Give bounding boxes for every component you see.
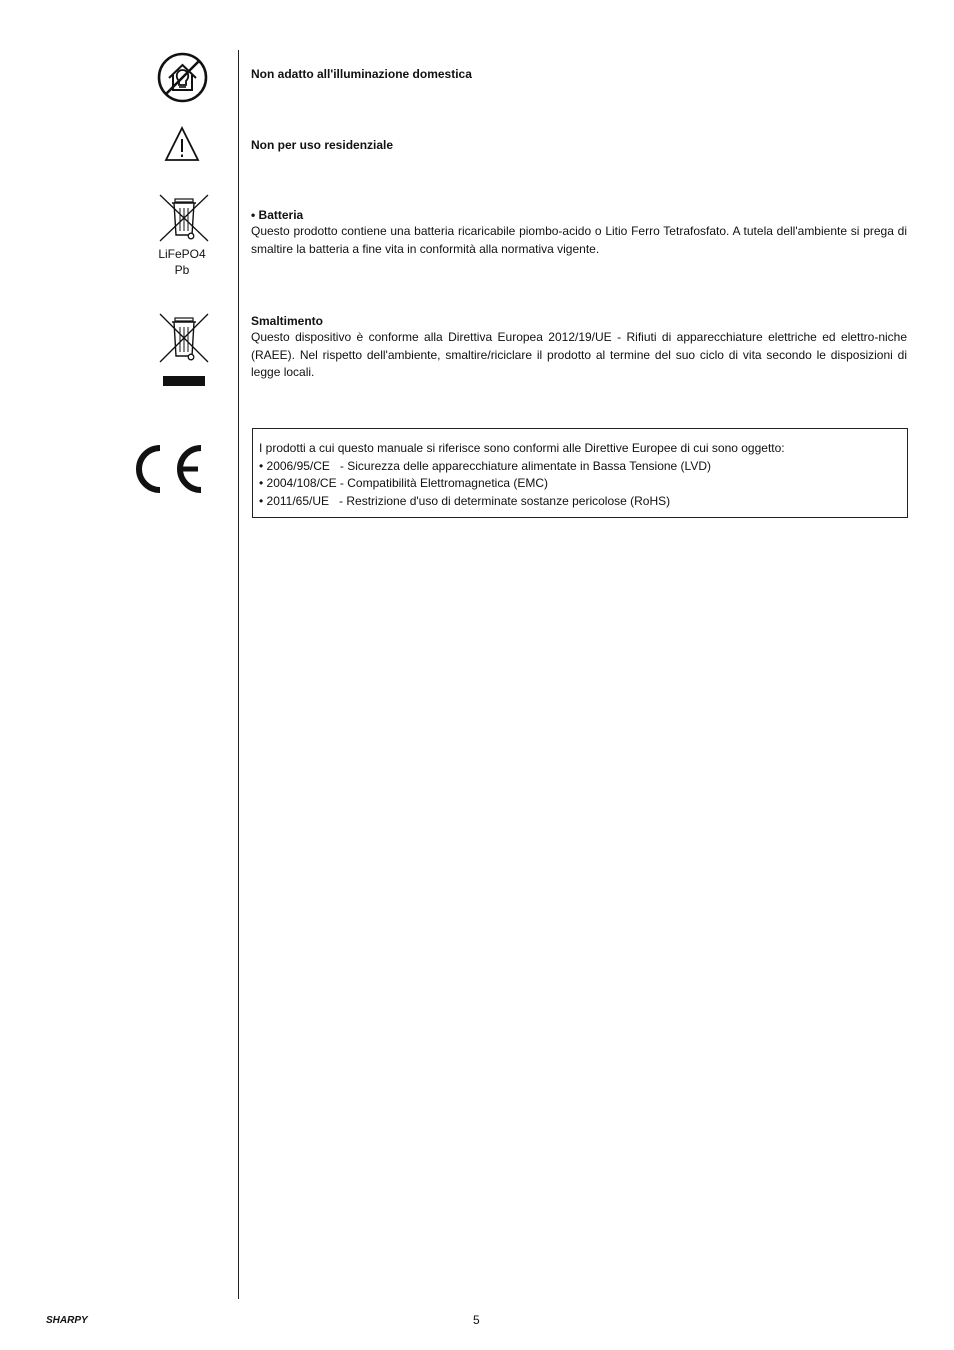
battery-label-pb: Pb <box>174 263 190 277</box>
page-number: 5 <box>473 1313 480 1327</box>
ce-directive-rohs: • 2011/65/UE - Restrizione d'uso di determinate sostanze pericolose (RoHS) <box>259 493 671 508</box>
column-divider <box>238 50 239 1299</box>
ce-intro: I prodotti a cui questo manuale si riferisce sono conformi alle Direttive Europee di cui sono oggetto: <box>259 441 785 455</box>
battery-body: Questo prodotto contiene una batteria ricaricabile piombo-acido o Litio Ferro Tetrafosfato. A tutela dell'ambiente si prega di smaltire la batteria a fine vita in conformità alla normativa vigente. <box>251 224 907 256</box>
ce-conformity-box <box>252 428 908 518</box>
disposal-body: Questo dispositivo è conforme alla Direttiva Europea 2012/19/UE - Rifiuti di apparecchiature elettriche ed elettro-niche (RAEE). Nel rispetto dell'ambiente, smaltire/riciclare il prodotto al termine del suo ciclo di vita secondo le disposizioni di legge locali. <box>251 330 907 379</box>
section-battery <box>251 207 907 258</box>
ce-mark-icon <box>134 443 204 495</box>
section-no-residential <box>251 137 907 153</box>
ce-directive-emc: • 2004/108/CE - Compatibilità Elettromagnetica (EMC) <box>259 476 548 491</box>
warning-triangle-icon <box>164 126 200 162</box>
footer-brand: SHARPY <box>46 1315 88 1326</box>
disposal-title: Smaltimento <box>251 314 324 328</box>
no-residential-title: Non per uso residenziale <box>251 138 394 152</box>
battery-bin-icon <box>158 193 210 243</box>
no-home-lighting-icon <box>157 52 208 103</box>
no-home-lighting-title: Non adatto all'illuminazione domestica <box>251 67 472 81</box>
section-disposal <box>251 313 907 382</box>
ce-directive-lvd: • 2006/95/CE - Sicurezza delle apparecchiature alimentate in Bassa Tensione (LVD) <box>259 458 712 473</box>
battery-title: • Batteria <box>251 208 304 222</box>
weee-bin-icon <box>158 312 210 387</box>
section-no-home-lighting <box>251 66 907 82</box>
battery-label-lifepo4: LiFePO4 <box>158 247 206 261</box>
